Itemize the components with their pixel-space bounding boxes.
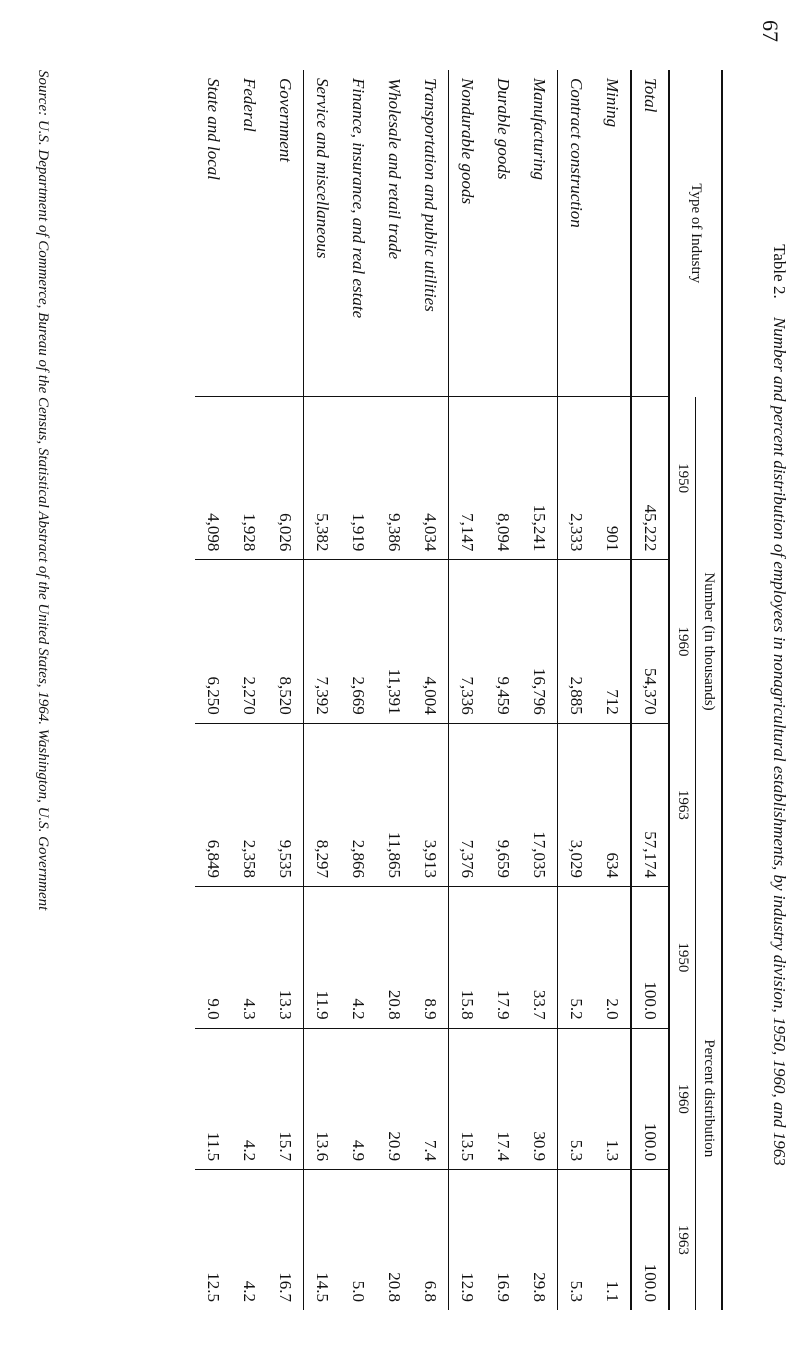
table-cell: 1.3 bbox=[594, 1028, 631, 1170]
table-row bbox=[267, 70, 304, 1310]
row-label: State and local bbox=[204, 78, 223, 180]
table-cell: 712 bbox=[594, 560, 631, 723]
table-cell: 9,459 bbox=[485, 560, 521, 723]
header-year: 1963 bbox=[669, 1170, 696, 1310]
table-cell: 2,333 bbox=[558, 397, 595, 560]
table-cell: 100.0 bbox=[631, 1170, 669, 1310]
row-label: Transportation and public utilities bbox=[412, 70, 449, 397]
table-cell: 7,336 bbox=[449, 560, 486, 723]
table-cell: 7.4 bbox=[412, 1028, 449, 1170]
table-cell: 16,796 bbox=[521, 560, 558, 723]
table-title: Number and percent distribution of employees in nonagricultural establishments, by industry division, 1950, 1960, and 1963 bbox=[770, 316, 789, 1166]
row-label: Federal bbox=[240, 78, 259, 132]
header-year: 1960 bbox=[669, 560, 696, 723]
table-cell: 20.9 bbox=[376, 1028, 412, 1170]
table-cell: 5.3 bbox=[558, 1170, 595, 1310]
row-label: Service and miscellaneous bbox=[313, 78, 332, 259]
table-cell: 4,004 bbox=[412, 560, 449, 723]
table-cell: 1.1 bbox=[594, 1170, 631, 1310]
table-cell: 100.0 bbox=[631, 887, 669, 1029]
table-cell: 20.8 bbox=[376, 1170, 412, 1310]
table-row bbox=[304, 70, 341, 1310]
table-row bbox=[412, 70, 449, 1310]
table-cell: 54,370 bbox=[631, 560, 669, 723]
table-cell: 7,147 bbox=[449, 397, 486, 560]
table-row bbox=[449, 70, 486, 1310]
table-row bbox=[195, 70, 231, 1310]
header-year: 1950 bbox=[669, 397, 696, 560]
table-cell: 4,034 bbox=[412, 397, 449, 560]
employment-table bbox=[195, 70, 723, 1310]
table-cell: 17,035 bbox=[521, 723, 558, 886]
table-cell: 5.3 bbox=[558, 1028, 595, 1170]
table-row bbox=[521, 70, 558, 1310]
table-cell: 1,919 bbox=[340, 397, 376, 560]
table-cell: 33.7 bbox=[521, 887, 558, 1029]
table-cell: 2,866 bbox=[340, 723, 376, 886]
table-cell: 14.5 bbox=[304, 1170, 341, 1310]
table-cell: 9,659 bbox=[485, 723, 521, 886]
table-cell: 11.5 bbox=[195, 1028, 231, 1170]
table-cell: 901 bbox=[594, 397, 631, 560]
table-cell: 15.8 bbox=[449, 887, 486, 1029]
table-cell: 4.3 bbox=[231, 887, 267, 1029]
row-label: Durable goods bbox=[494, 78, 513, 180]
header-number-group: Number (in thousands) bbox=[696, 397, 723, 887]
table-cell: 6.8 bbox=[412, 1170, 449, 1310]
table-cell: 2,270 bbox=[231, 560, 267, 723]
header-year: 1950 bbox=[669, 887, 696, 1029]
table-cell: 6,849 bbox=[195, 723, 231, 886]
table-cell: 9,535 bbox=[267, 723, 304, 886]
table-cell: 2,885 bbox=[558, 560, 595, 723]
table-cell: 4.2 bbox=[231, 1170, 267, 1310]
table-cell: 45,222 bbox=[631, 397, 669, 560]
header-year: 1963 bbox=[669, 723, 696, 886]
table-cell: 4,098 bbox=[195, 397, 231, 560]
table-cell: 2,669 bbox=[340, 560, 376, 723]
table-cell: 3,913 bbox=[412, 723, 449, 886]
table-cell: 16.9 bbox=[485, 1170, 521, 1310]
header-percent-group: Percent distribution bbox=[696, 887, 723, 1310]
table-row bbox=[340, 70, 376, 1310]
table-cell: 9.0 bbox=[195, 887, 231, 1029]
row-label: Wholesale and retail trade bbox=[385, 78, 404, 260]
table-cell: 2,358 bbox=[231, 723, 267, 886]
table-cell: 12.9 bbox=[449, 1170, 486, 1310]
table-cell: 100.0 bbox=[631, 1028, 669, 1170]
table-cell: 5.0 bbox=[340, 1170, 376, 1310]
table-cell: 13.3 bbox=[267, 887, 304, 1029]
table-cell: 8.9 bbox=[412, 887, 449, 1029]
row-label: Mining bbox=[594, 70, 631, 397]
table-cell: 8,520 bbox=[267, 560, 304, 723]
table-cell: 4.2 bbox=[231, 1028, 267, 1170]
row-label: Manufacturing bbox=[521, 70, 558, 397]
table-cell: 13.5 bbox=[449, 1028, 486, 1170]
table-cell: 5,382 bbox=[304, 397, 341, 560]
table-cell: 13.6 bbox=[304, 1028, 341, 1170]
row-label: Finance, insurance, and real estate bbox=[349, 78, 368, 319]
table-cell: 16.7 bbox=[267, 1170, 304, 1310]
table-cell: 4.2 bbox=[340, 887, 376, 1029]
table-row bbox=[376, 70, 412, 1310]
table-cell: 3,029 bbox=[558, 723, 595, 886]
table-row bbox=[631, 70, 669, 1310]
table-cell: 9,386 bbox=[376, 397, 412, 560]
table-cell: 20.8 bbox=[376, 887, 412, 1029]
table-row bbox=[485, 70, 521, 1310]
table-cell: 57,174 bbox=[631, 723, 669, 886]
table-cell: 30.9 bbox=[521, 1028, 558, 1170]
table-cell: 11,865 bbox=[376, 723, 412, 886]
table-cell: 6,026 bbox=[267, 397, 304, 560]
table-caption bbox=[767, 100, 791, 1310]
table-cell: 17.4 bbox=[485, 1028, 521, 1170]
header-year: 1960 bbox=[669, 1028, 696, 1170]
table-cell: 11,391 bbox=[376, 560, 412, 723]
table-cell: 12.5 bbox=[195, 1170, 231, 1310]
table-cell: 5.2 bbox=[558, 887, 595, 1029]
table-cell: 15,241 bbox=[521, 397, 558, 560]
page-number: 67 bbox=[758, 20, 783, 42]
header-industry: Type of Industry bbox=[669, 70, 722, 397]
table-cell: 15.7 bbox=[267, 1028, 304, 1170]
table-cell: 11.9 bbox=[304, 887, 341, 1029]
row-label: Nondurable goods bbox=[458, 78, 477, 205]
table-cell: 8,094 bbox=[485, 397, 521, 560]
table-row bbox=[231, 70, 267, 1310]
table-row bbox=[558, 70, 595, 1310]
source-note: Source: U.S. Department of Commerce, Bureau of the Census, Statistical Abstract of the United States, 1964. Washington, U.S. Government bbox=[35, 70, 51, 911]
row-label: Total bbox=[631, 70, 669, 397]
table-cell: 634 bbox=[594, 723, 631, 886]
table-cell: 2.0 bbox=[594, 887, 631, 1029]
table-cell: 1,928 bbox=[231, 397, 267, 560]
table-label: Table 2. bbox=[770, 244, 789, 299]
table-cell: 17.9 bbox=[485, 887, 521, 1029]
table-cell: 7,392 bbox=[304, 560, 341, 723]
table-cell: 7,376 bbox=[449, 723, 486, 886]
table-cell: 4.9 bbox=[340, 1028, 376, 1170]
row-label: Contract construction bbox=[567, 78, 586, 228]
row-label: Government bbox=[267, 70, 304, 397]
table-row bbox=[594, 70, 631, 1310]
table-cell: 29.8 bbox=[521, 1170, 558, 1310]
table-cell: 6,250 bbox=[195, 560, 231, 723]
table-body bbox=[195, 70, 669, 1310]
table-cell: 8,297 bbox=[304, 723, 341, 886]
